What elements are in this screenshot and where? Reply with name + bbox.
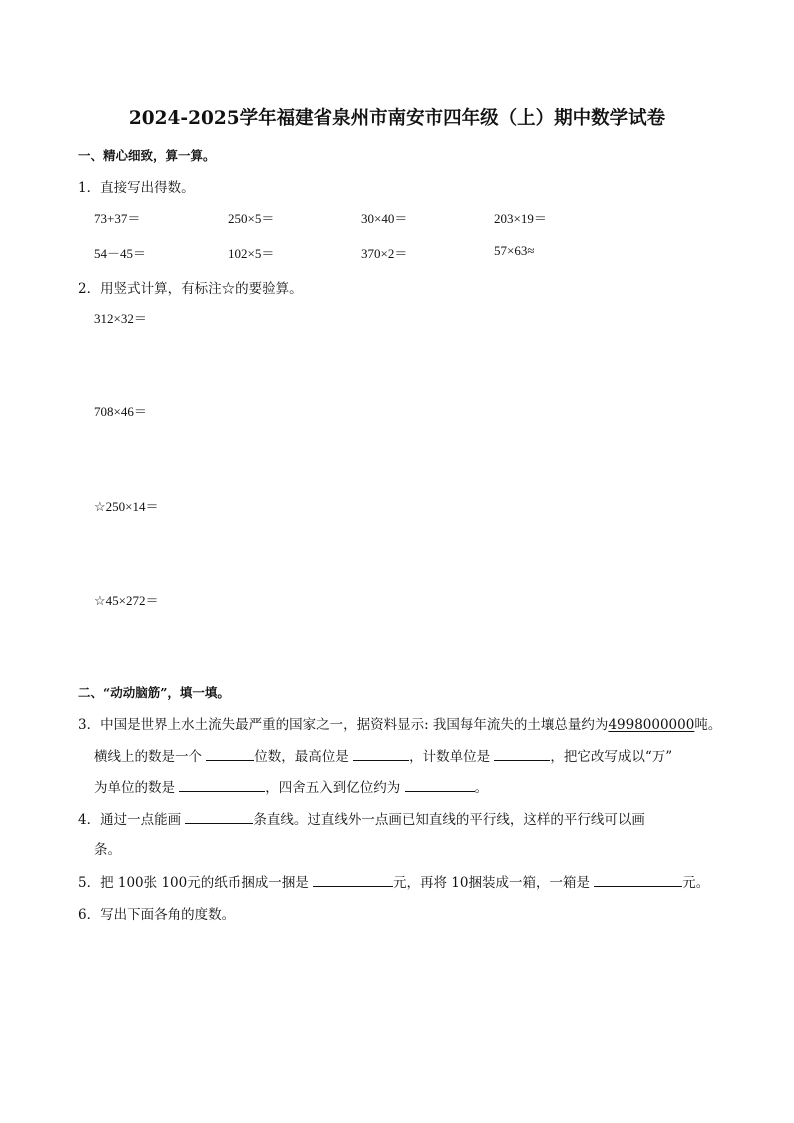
mental-calc-item: 73+37＝ (94, 211, 141, 226)
question-1: 1．直接写出得数。 (78, 180, 195, 196)
answer-blank[interactable] (405, 777, 475, 792)
question-3-number: 4998000000 (608, 717, 695, 733)
question-4-line-1 (78, 808, 645, 828)
mental-calc-item: 250×5＝ (228, 211, 275, 226)
question-3-text: ，四舍五入到亿位约为 (265, 780, 401, 796)
mental-calc-item: 370×2＝ (361, 246, 408, 261)
question-3-text: 为单位的数是 (94, 780, 175, 796)
question-3-line-1 (78, 713, 721, 733)
page-title: 2024-2025学年福建省泉州市南安市四年级（上）期中数学试卷 (128, 108, 666, 129)
question-5-text: 元。 (682, 875, 710, 891)
vertical-calc-item: ☆250×14＝ (94, 499, 159, 514)
answer-blank[interactable] (206, 746, 254, 761)
question-3-text: 3．中国是世界上水土流失最严重的国家之一，据资料显示: 我国每年流失的土壤总量约为 (78, 717, 609, 733)
question-4-line-2: 条。 (94, 842, 121, 858)
answer-blank[interactable] (185, 809, 253, 824)
question-3-text: 位数，最高位是 (254, 749, 349, 765)
answer-blank[interactable] (313, 872, 393, 887)
question-4-text: 条直线。过直线外一点画已知直线的平行线，这样的平行线可以画 (253, 812, 645, 828)
mental-calc-item: 57×63≈ (494, 243, 535, 258)
mental-calc-item: 30×40＝ (361, 211, 408, 226)
vertical-calc-item: 708×46＝ (94, 404, 147, 419)
answer-blank[interactable] (494, 746, 550, 761)
vertical-calc-item: 312×32＝ (94, 311, 147, 326)
question-3-line-3 (94, 776, 488, 796)
question-5 (78, 871, 709, 891)
vertical-calc-item: ☆45×272＝ (94, 593, 159, 608)
answer-blank[interactable] (179, 777, 265, 792)
mental-calc-item: 54－45＝ (94, 246, 147, 261)
question-5-text: 元，再将 10捆装成一箱，一箱是 (393, 875, 590, 891)
question-3-line-2 (94, 745, 672, 765)
question-5-text: 5．把 100张 100元的纸币捆成一捆是 (78, 875, 309, 891)
mental-calc-item: 102×5＝ (228, 246, 275, 261)
question-3-text: 。 (474, 780, 489, 796)
question-3-text: 横线上的数是一个 (94, 749, 202, 765)
question-2: 2．用竖式计算，有标注☆的要验算。 (78, 281, 303, 297)
section-2-heading: 二、“动动脑筋”，填一填。 (78, 685, 230, 700)
question-3-text: ，把它改写成以“万” (550, 749, 673, 765)
answer-blank[interactable] (594, 872, 682, 887)
question-4-text: 4．通过一点能画 (78, 812, 182, 828)
question-3-unit: 吨。 (694, 717, 722, 733)
section-1-heading: 一、精心细致，算一算。 (78, 148, 216, 163)
answer-blank[interactable] (353, 746, 409, 761)
question-6: 6．写出下面各角的度数。 (78, 907, 236, 923)
question-3-text: ，计数单位是 (409, 749, 491, 765)
mental-calc-item: 203×19＝ (494, 211, 547, 226)
